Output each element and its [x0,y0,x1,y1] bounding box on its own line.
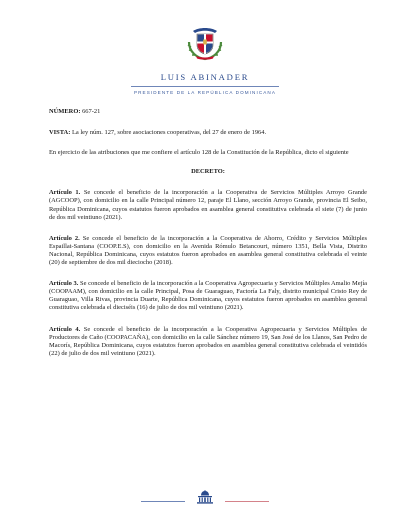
article-4 [49,326,367,358]
article-label: Artículo 2. [49,234,80,242]
article-text: Se concede el beneficio de la incorporación a la Cooperativa Agropecuaria y Servicios Múltiples de Productores de Caño (COOPACAÑA), con domicilio en la calle Sánchez número 19, San José de los Llanos, San Pedro de Macorís, República Dominicana, cuyos estatutos fueron aprobados en asamblea general constitutiva celebrada el veintidós (22) de julio de dos mil veintiuno (2021). [49,325,367,357]
palace-icon [196,490,214,504]
article-3 [49,280,367,312]
vista-text: La ley núm. 127, sobre asociaciones cooperativas, del 27 de enero de 1964. [71,129,267,137]
preamble-paragraph: En ejercicio de las atribuciones que me confiere el artículo 128 de la Constitución de la República, dicto el siguiente [49,149,349,157]
president-title: PRESIDENTE DE LA REPÚBLICA DOMINICANA [133,90,277,95]
article-1 [49,189,367,221]
letterhead [0,22,410,95]
article-text: Se concede el beneficio de la incorporación a la Cooperativa de Ahorro, Crédito y Servicios Múltiples Espaillat-Santana (COOP.E.S), con domicilio en la Avenida Rómulo Betancourt, número 1351, Bella Vista, Distrito Nacional, República Dominicana, cuyos estatutos fueron aprobados en asamblea general constitutiva celebrada el veinte (20) de septiembre de dos mil dieciocho (2018). [49,234,368,267]
decree-heading: DECRETO: [191,168,225,176]
decree-number [49,108,367,116]
article-text: Se concede el beneficio de la incorporación a la Cooperativa de Servicios Múltiples Arroyo Grande (AGCOOP), con domicilio en la calle Principal número 12, paraje El Llano, sección Arroyo Grande, provincia El Seibo, República Dominicana, cuyos estatutos fueron aprobados en asamblea general constitutiva celebrada el siete (7) de junio de dos mil veintiuno (2021). [49,189,367,221]
article-2 [49,235,367,267]
article-label: Artículo 4. [49,325,81,333]
decree-body [49,108,367,358]
footer-rule-red [225,501,269,502]
president-name: LUIS ABINADER [160,72,250,82]
footer-rule-blue [141,501,185,502]
article-label: Artículo 1. [49,189,81,197]
vista-paragraph [49,129,367,137]
article-text: Se concede el beneficio de la incorporación a la Cooperativa Agropecuaria y Servicios Múltiples Amalio Mejía (COOPAAM), con domicilio en la calle Principal, Posa de Guaraguao, Factoría La Faly, distrito municipal Cristo Rey de Guaraguao, Villa Rivas, provincia Duarte, República Dominicana, cuyos estatutos fueron aprobados en asamblea general constitutiva celebrada el dieciséis (16) de julio de dos mil veintiuno (2021). [49,280,367,312]
decree-number-label: NÚMERO: [49,108,81,115]
decree-number-value: 667-21 [82,108,101,115]
article-label: Artículo 3. [49,280,79,288]
vista-label: VISTA: [49,129,71,137]
header-divider [131,86,279,87]
coat-of-arms-icon [185,22,225,62]
